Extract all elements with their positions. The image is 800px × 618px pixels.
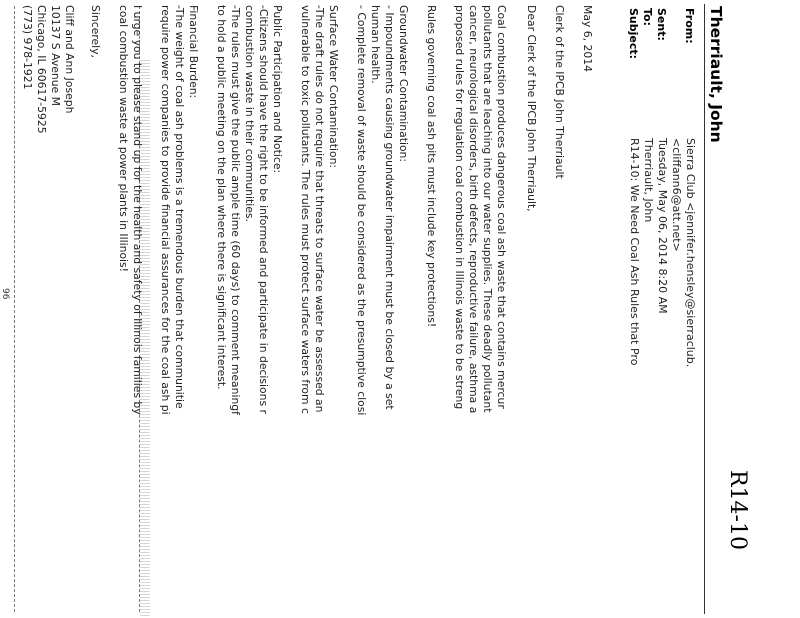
from-email: <cliffann6@att.net> [670,138,683,252]
signature-name: Cliff and Ann Joseph [63,5,76,114]
body-line: - Impoundments causing groundwater impairment must be closed by a set [383,5,396,410]
page-number: 96 [0,288,10,300]
body-line: Coal combustion produces dangerous coal ash waste that contains mercur [495,5,508,409]
body-line: coal combustion waste at power plants in Illinois! [117,5,130,273]
section-heading: Financial Burden: [187,5,200,99]
body-line: proposed rules for regulation coal combustion in Illinois waste to be streng [453,5,466,410]
body-line: cancer, neurological disorders, birth defects, reproductive failure, asthma a [467,5,480,414]
body-line: -The rules must give the public ample time (60 days) to comment meaningf [229,5,242,415]
signature-city: Chicago, IL 60617-5925 [35,5,48,134]
sent-value: Tuesday, May 06, 2014 8:20 AM [656,138,669,314]
body-line: vulnerable to toxic pollutants. The rules must protect surface waters from c [299,5,312,414]
sent-label: Sent: [655,8,668,41]
body-line: pollutants that are leaching into our water supplies. These deadly pollutant [481,5,494,413]
recipient-line: Clerk of the IPCB John Therriault [553,5,566,179]
body-line: Rules governing coal ash pits must include key protections! [425,5,438,328]
to-label: To: [641,8,654,26]
from-label: From: [683,8,696,44]
body-line: combustion waste in their communities. [243,5,256,222]
body-line: to hold a public meeting on the plan where there is significant interest. [215,5,228,390]
letter-date: May 6, 2014 [581,5,594,72]
subject-label: Subject: [627,8,640,60]
to-value: Therriault, John [642,138,655,223]
body-line: - Complete removal of waste should be considered as the presumptive closi [355,5,368,416]
section-heading: Surface Water Contamination: [327,5,340,169]
header-divider [704,4,705,614]
body-line: -Citizens should have the right to be informed and participate in decisions r [257,5,270,414]
body-line: require power companies to provide financial assurances for the coal ash pi [159,5,172,415]
closing: Sincerely, [89,5,102,58]
section-heading: Groundwater Contamination: [397,5,410,163]
body-line: human health. [369,5,382,84]
section-heading: Public Participation and Notice: [271,5,284,174]
body-line: I urge you to please stand up for the health and safety of Illinois families by [131,5,144,415]
signature-address: 10137 S Avenue M [49,5,62,106]
sender-name: Therriault, John [707,6,725,143]
document-id: R14-10 [725,470,750,550]
subject-value: R14-10: We Need Coal Ash Rules that Pro [628,138,641,366]
body-line: -The weight of coal ash problems is a tremendous burden that communitie [173,5,186,409]
signature-phone: (773) 978-1921 [21,5,34,90]
from-value: Sierra Club <jennifer.hensley@sierraclub. [684,138,697,368]
salutation: Dear Clerk of the IPCB John Therriault, [525,5,538,212]
body-line: -The draft rules do not require that threats to surface water be assessed an [313,5,326,413]
